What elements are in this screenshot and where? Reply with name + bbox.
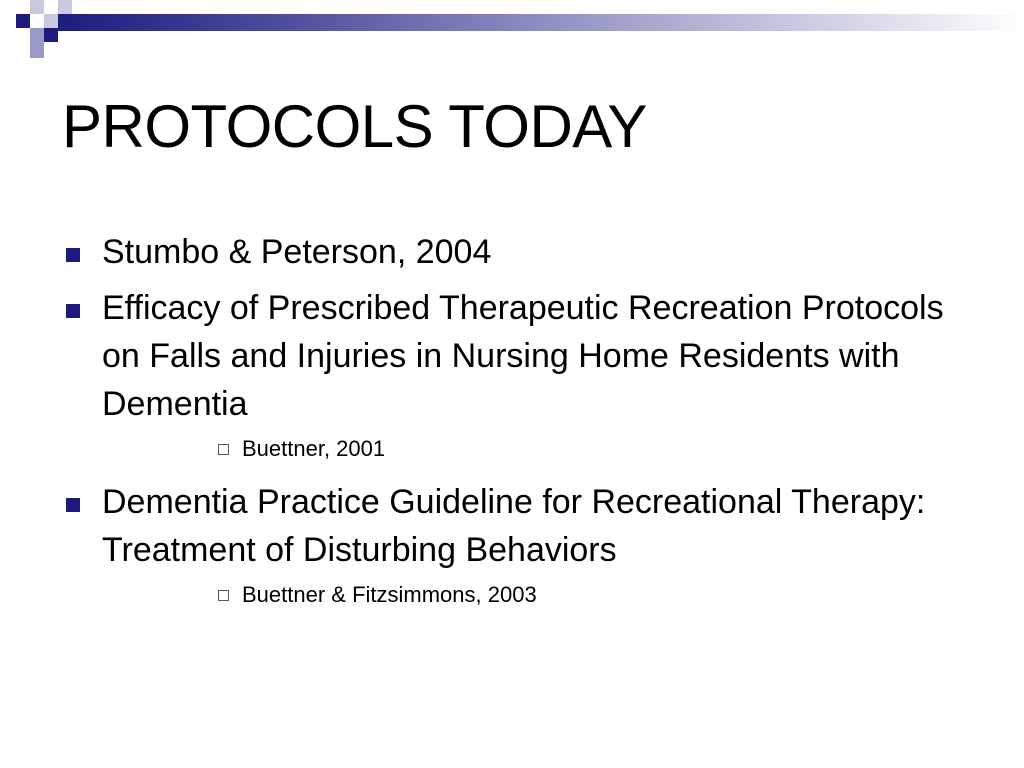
decorative-square (30, 0, 44, 14)
decorative-square (44, 28, 58, 42)
bullet-item (60, 284, 980, 428)
square-bullet-icon (66, 304, 80, 318)
slide-title: PROTOCOLS TODAY (62, 93, 647, 160)
sub-bullet-item (60, 580, 980, 610)
sub-bullet-text: Buettner & Fitzsimmons, 2003 (242, 582, 537, 607)
decorative-square (30, 28, 44, 42)
decorative-square (30, 42, 44, 58)
square-bullet-icon (66, 498, 80, 512)
decorative-gradient-band (58, 14, 1024, 31)
bullet-text: Stumbo & Peterson, 2004 (102, 233, 492, 271)
bullet-item (60, 478, 980, 574)
decorative-square (16, 14, 30, 28)
sub-bullet-item (60, 434, 980, 464)
bullet-text: Efficacy of Prescribed Therapeutic Recreation Protocols on Falls and Injuries in Nursing Home Residents with Dementia (102, 289, 944, 423)
decorative-square (30, 14, 44, 28)
square-bullet-icon (66, 248, 80, 262)
hollow-square-bullet-icon (218, 444, 229, 455)
sub-bullet-text: Buettner, 2001 (242, 436, 386, 461)
hollow-square-bullet-icon (218, 590, 229, 601)
decorative-square (44, 14, 58, 28)
bullet-item (60, 228, 980, 276)
bullet-list (60, 228, 980, 624)
decorative-square (58, 0, 72, 14)
bullet-text: Dementia Practice Guideline for Recreational Therapy: Treatment of Disturbing Behaviors (102, 483, 926, 569)
